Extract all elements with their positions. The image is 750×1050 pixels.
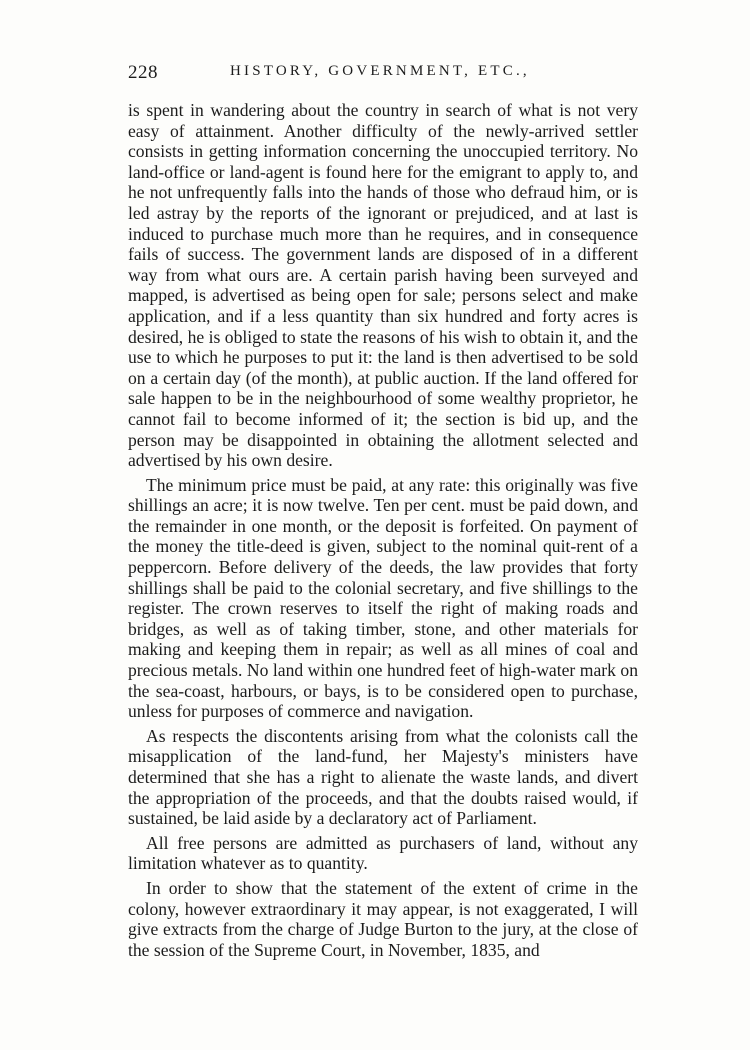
paragraph-land-fund: As respects the discontents arising from what the colonists call the misapplication of the land-fund, her Majesty's ministers have determined that she has a right to alienate the waste lands, and divert the appropriation of the proceeds, and that the doubts raised would, if sustained, be laid aside by a declaratory act of Parliament. [128, 725, 638, 829]
paragraph-crime-extent: In order to show that the statement of the extent of crime in the colony, however extraordinary it may appear, is not exaggerated, I will give extracts from the charge of Judge Burton to the jury, at the close of the session of the Supreme Court, in November, 1835, and [128, 877, 638, 960]
paragraph-minimum-price: The minimum price must be paid, at any rate: this originally was five shillings an acre; it is now twelve. Ten per cent. must be paid down, and the remainder in one month, or the deposit is forfeited. On payment of the money the title-deed is given, subject to the nominal quit-rent of a peppercorn. Before delivery of the deeds, the law provides that forty shillings shall be paid to the colonial secretary, and five shillings to the register. The crown reserves to itself the right of making roads and bridges, as well as of taking timber, stone, and other materials for making and keeping them in repair; as well as all mines of coal and precious metals. No land within one hundred feet of high-water mark on the sea-coast, harbours, or bays, is to be considered open to purchase, unless for purposes of commerce and navigation. [128, 474, 638, 722]
running-title: HISTORY, GOVERNMENT, ETC., [230, 63, 530, 79]
paragraph-free-persons: All free persons are admitted as purchasers of land, without any limitation whatever as to quantity. [128, 832, 638, 874]
page-number: 228 [128, 62, 158, 83]
running-head [128, 62, 628, 86]
body-text [128, 100, 638, 964]
paragraph-continued: is spent in wandering about the country in search of what is not very easy of attainment. Another difficulty of the newly-arrived settler consists in getting information concerning the unoccupied territory. No land-office or land-agent is found here for the emigrant to apply to, and he not unfrequently falls into the hands of those who defraud him, or is led astray by the reports of the ignorant or prejudiced, and at last is induced to purchase much more than he requires, and in consequence fails of success. The government lands are disposed of in a different way from what ours are. A certain parish having been surveyed and mapped, is advertised as being open for sale; persons select and make application, and if a less quantity than six hundred and forty acres is desired, he is obliged to state the reasons of his wish to obtain it, and the use to which he purposes to put it: the land is then advertised to be sold on a certain day (of the month), at public auction. If the land offered for sale happen to be in the neighbourhood of some wealthy proprietor, he cannot fail to become informed of it; the section is bid up, and the person may be disappointed in obtaining the allotment selected and advertised by his own desire. [128, 100, 638, 471]
